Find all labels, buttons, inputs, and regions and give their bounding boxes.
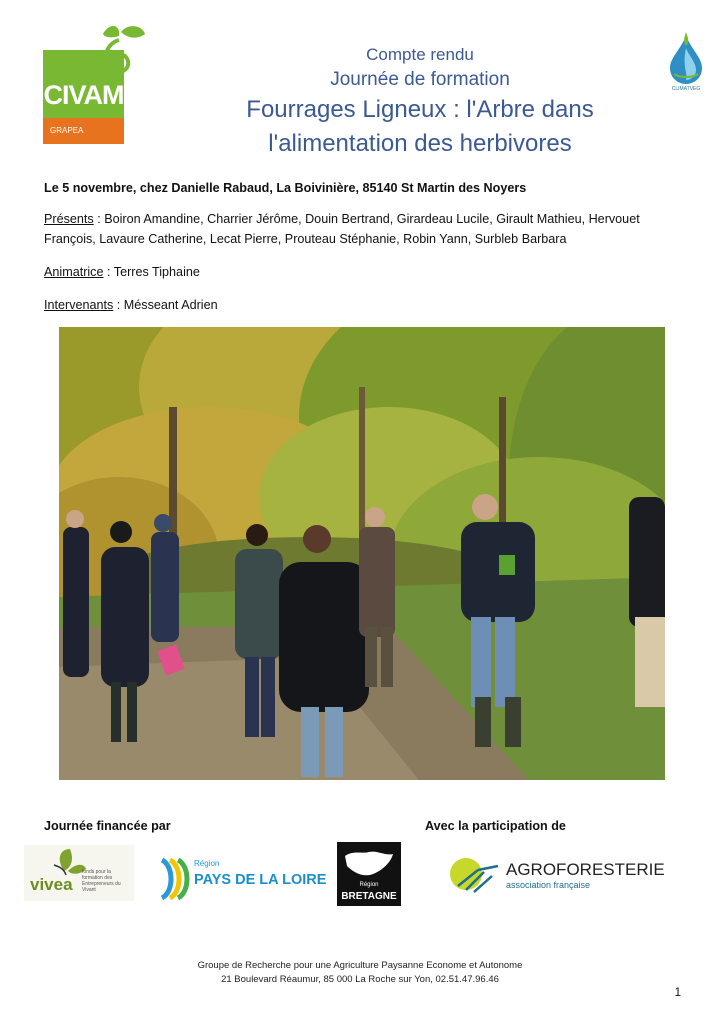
civam-logo [43, 22, 147, 144]
region-bretagne-logo [337, 842, 401, 906]
pdl-region-label: Région [194, 859, 220, 868]
event-type: Journée de formation [330, 69, 510, 90]
report-type: Compte rendu [366, 45, 474, 64]
pdl-name: PAYS DE LA LOIRE [194, 872, 327, 888]
civam-subtitle: GRAPEA [50, 126, 84, 135]
title-line-1: Fourrages Ligneux : l'Arbre dans [246, 96, 594, 123]
speakers-name: : Mésseant Adrien [113, 298, 218, 312]
facilitator-line [44, 262, 684, 282]
attendees-list: : Boiron Amandine, Charrier Jérôme, Douin Bertrand, Girardeau Lucile, Girault Mathieu, Hervouet François, Lavaure Catherine, Lecat Pierre, Prouteau Stéphanie, Robin Yann, Surbleb Barbara [44, 212, 640, 246]
bretagne-region-label: Région [359, 882, 379, 888]
agro-name: AGROFORESTERIE [506, 860, 665, 879]
water-drop-icon [666, 30, 706, 86]
speakers-label: Intervenants [44, 298, 114, 312]
organization-name: Groupe de Recherche pour une Agriculture Paysanne Econome et Autonome [197, 960, 523, 971]
agro-subtitle: association française [506, 880, 591, 890]
attendees-label: Présents [44, 212, 94, 226]
participation-label: Avec la participation de [425, 819, 566, 833]
water-drop-logo [666, 30, 706, 94]
facilitator-label: Animatrice [44, 265, 104, 279]
title-line-2: l'alimentation des herbivores [268, 130, 572, 157]
speakers-line [44, 295, 684, 315]
vivea-wordmark: vivea [30, 875, 73, 894]
attendees-paragraph [44, 209, 684, 249]
funded-by-label: Journée financée par [44, 819, 171, 833]
date-location-line: Le 5 novembre, chez Danielle Rabaud, La Boivinière, 85140 St Martin des Noyers [44, 181, 527, 195]
agro-tree-icon [448, 852, 502, 900]
group-photo [59, 327, 665, 780]
page-number: 1 [674, 987, 681, 999]
organization-address: 21 Boulevard Réaumur, 85 000 La Roche sur Yon, 02.51.47.96.46 [221, 974, 499, 985]
civam-wordmark: CIVAM [43, 80, 124, 110]
vivea-logo [24, 845, 134, 901]
pdl-waves-icon [160, 856, 190, 902]
drop-logo-caption: CLIMATVEG [671, 86, 701, 92]
bretagne-map-icon [343, 848, 395, 882]
agroforesterie-logo [448, 852, 665, 900]
vivea-tagline: fonds pour la formation des Entrepreneurs du Vivant [82, 869, 121, 893]
facilitator-name: : Terres Tiphaine [103, 265, 200, 279]
pays-de-la-loire-logo [160, 856, 327, 902]
bretagne-name: BRETAGNE [341, 891, 397, 902]
